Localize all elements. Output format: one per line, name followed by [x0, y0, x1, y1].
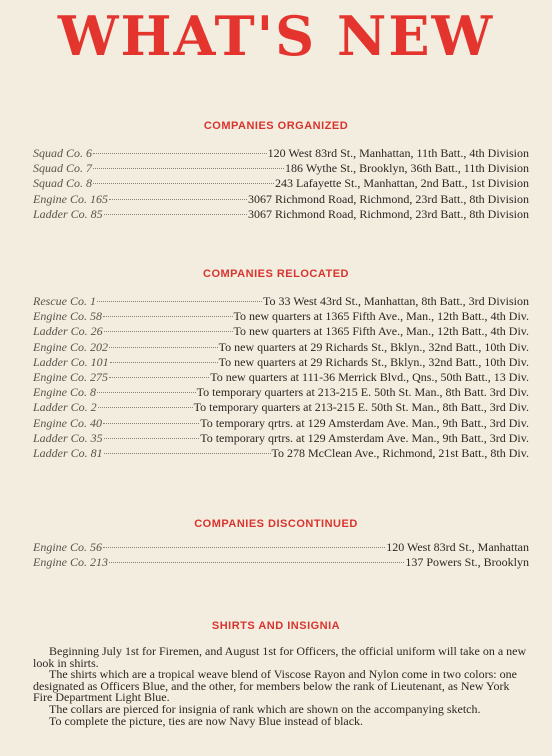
dot-leader	[93, 153, 267, 154]
relocated-list	[33, 294, 529, 461]
company-detail: To 33 West 43rd St., Manhattan, 8th Batt., 3rd Division	[263, 294, 529, 308]
company-name: Ladder Co. 2	[33, 400, 97, 415]
list-item	[33, 324, 529, 339]
list-item	[33, 555, 529, 570]
company-detail: 120 West 83rd St., Manhattan, 11th Batt., 4th Division	[267, 146, 529, 160]
list-item	[33, 370, 529, 385]
list-item	[33, 161, 529, 176]
section-heading-organized: COMPANIES ORGANIZED	[203, 120, 349, 132]
dot-leader	[103, 547, 385, 548]
dot-leader	[104, 214, 247, 215]
company-detail: To new quarters at 29 Richards St., Bklyn., 32nd Batt., 10th Div.	[218, 339, 529, 354]
company-name: Engine Co. 56	[33, 540, 102, 554]
company-detail: To 278 McClean Ave., Richmond, 21st Batt., 8th Div.	[271, 446, 529, 461]
company-detail: To new quarters at 1365 Fifth Ave., Man., 12th Batt., 4th Div.	[233, 324, 529, 339]
dot-leader	[104, 453, 271, 454]
company-name: Engine Co. 202	[33, 339, 108, 354]
organized-list	[33, 146, 529, 222]
dot-leader	[109, 562, 404, 563]
dot-leader	[97, 301, 262, 302]
dot-leader	[97, 392, 196, 393]
company-name: Squad Co. 8	[33, 176, 93, 191]
paragraph: The shirts which are a tropical weave blend of Viscose Rayon and Nylon come in two colors: one designated as Officers Blue, and the other, for members below the rank of Lieutenant, as New York Fire Department Light Blue.	[33, 667, 517, 705]
company-detail: To new quarters at 1365 Fifth Ave., Man., 12th Batt., 4th Div.	[233, 309, 529, 324]
company-name: Squad Co. 7	[33, 161, 93, 176]
paragraph: Beginning July 1st for Firemen, and August 1st for Officers, the official uniform will take on a new look in shirts.	[33, 644, 527, 670]
company-name: Ladder Co. 81	[33, 446, 103, 461]
list-item	[33, 385, 529, 400]
shirts-text	[33, 646, 529, 727]
dot-leader	[109, 347, 218, 348]
list-item	[33, 416, 529, 431]
dot-leader	[103, 423, 199, 424]
company-detail: To temporary quarters at 213-215 E. 50th St. Man., 8th Batt. 3rd Div.	[196, 385, 529, 400]
company-name: Ladder Co. 35	[33, 430, 103, 445]
company-name: Ladder Co. 101	[33, 354, 109, 369]
company-name: Ladder Co. 26	[33, 324, 103, 339]
company-name: Engine Co. 8	[33, 385, 96, 400]
section-heading-relocated: COMPANIES RELOCATED	[203, 268, 349, 280]
company-name: Engine Co. 213	[33, 555, 108, 570]
company-detail: 137 Powers St., Brooklyn	[405, 555, 529, 570]
dot-leader	[93, 168, 284, 169]
list-item	[33, 309, 529, 324]
company-detail: 186 Wythe St., Brooklyn, 36th Batt., 11th Division	[285, 161, 529, 176]
company-name: Squad Co. 6	[33, 146, 93, 160]
dot-leader	[109, 199, 247, 200]
list-item	[33, 400, 529, 415]
list-item	[33, 294, 529, 309]
dot-leader	[98, 407, 193, 408]
dot-leader	[103, 316, 233, 317]
company-name: Rescue Co. 1	[33, 294, 96, 308]
company-name: Engine Co. 40	[33, 415, 102, 430]
company-name: Engine Co. 58	[33, 309, 102, 324]
company-detail: To new quarters at 111-36 Merrick Blvd., Qns., 50th Batt., 13 Div.	[210, 370, 529, 385]
company-detail: To new quarters at 29 Richards St., Bklyn., 32nd Batt., 10th Div.	[218, 354, 529, 369]
list-item	[33, 176, 529, 191]
dot-leader	[104, 331, 233, 332]
paragraph: The collars are pierced for insignia of rank which are shown on the accompanying sketch.	[49, 701, 481, 716]
company-name: Engine Co. 275	[33, 370, 108, 385]
dot-leader	[109, 377, 209, 378]
company-detail: To temporary quarters at 213-215 E. 50th St. Man., 8th Batt., 3rd Div.	[193, 400, 529, 415]
company-detail: To temporary qrtrs. at 129 Amsterdam Ave. Man., 9th Batt., 3rd Div.	[200, 415, 529, 430]
dot-leader	[110, 362, 218, 363]
dot-leader	[93, 183, 274, 184]
paragraph: To complete the picture, ties are now Navy Blue instead of black.	[49, 713, 364, 728]
list-item	[33, 446, 529, 461]
company-detail: 120 West 83rd St., Manhattan	[386, 540, 529, 554]
company-detail: 243 Lafayette St., Manhattan, 2nd Batt., 1st Division	[275, 176, 529, 191]
list-item	[33, 355, 529, 370]
section-heading-shirts: SHIRTS AND INSIGNIA	[211, 620, 341, 632]
list-item	[33, 340, 529, 355]
company-detail: 3067 Richmond Road, Richmond, 23rd Batt., 8th Division	[248, 206, 529, 221]
list-item	[33, 207, 529, 222]
list-item	[33, 540, 529, 555]
list-item	[33, 431, 529, 446]
company-detail: To temporary qrtrs. at 129 Amsterdam Ave. Man., 9th Batt., 3rd Div.	[200, 430, 529, 445]
company-name: Ladder Co. 85	[33, 206, 103, 221]
company-detail: 3067 Richmond Road, Richmond, 23rd Batt., 8th Division	[248, 191, 529, 206]
list-item	[33, 146, 529, 161]
discontinued-list	[33, 540, 529, 570]
list-item	[33, 192, 529, 207]
page-title: WHAT'S NEW	[57, 4, 495, 68]
company-name: Engine Co. 165	[33, 191, 108, 206]
section-heading-discontinued: COMPANIES DISCONTINUED	[194, 518, 358, 530]
dot-leader	[104, 438, 200, 439]
